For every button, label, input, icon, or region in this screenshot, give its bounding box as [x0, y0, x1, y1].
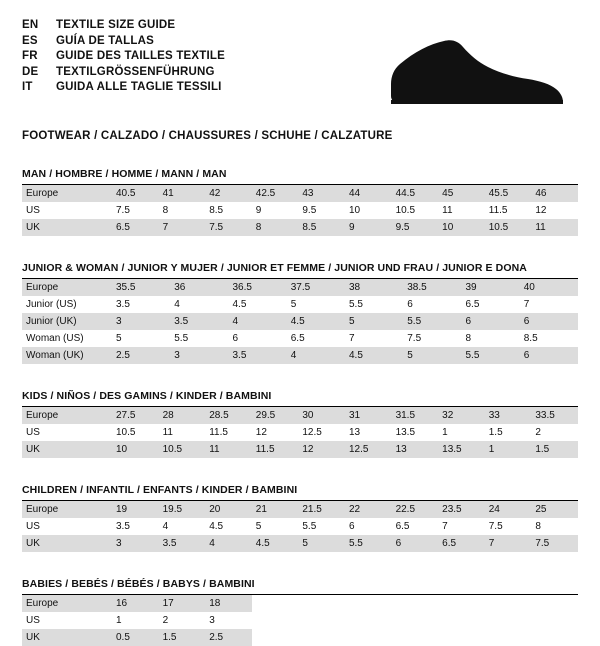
table-row [22, 501, 578, 518]
cell: 12.5 [298, 424, 345, 441]
cell-empty [531, 595, 578, 612]
cell: 13.5 [392, 424, 439, 441]
cell: 39 [462, 279, 520, 296]
cell: 1.5 [159, 629, 206, 646]
cell: 22.5 [392, 501, 439, 518]
language-row [22, 65, 225, 81]
table-row [22, 535, 578, 552]
row-label: UK [22, 629, 112, 646]
cell: 10.5 [485, 219, 532, 236]
cell: 7.5 [485, 518, 532, 535]
cell: 11.5 [252, 441, 299, 458]
table-row [22, 347, 578, 364]
cell-empty [392, 612, 439, 629]
cell: 21.5 [298, 501, 345, 518]
cell-empty [485, 612, 532, 629]
group-title: CHILDREN / INFANTIL / ENFANTS / KINDER / BAMBINI [22, 484, 298, 496]
row-label: Europe [22, 407, 112, 424]
cell: 27.5 [112, 407, 159, 424]
group-title: KIDS / NIÑOS / DES GAMINS / KINDER / BAMBINI [22, 390, 272, 402]
cell: 5 [287, 296, 345, 313]
cell: 11 [438, 202, 485, 219]
group-title: BABIES / BEBÉS / BÉBÉS / BABYS / BAMBINI [22, 578, 255, 590]
cell: 18 [205, 595, 252, 612]
cell: 5 [252, 518, 299, 535]
row-label: Europe [22, 501, 112, 518]
cell: 22 [345, 501, 392, 518]
cell: 33 [485, 407, 532, 424]
cell-empty [345, 629, 392, 646]
cell: 12 [531, 202, 578, 219]
row-label: Junior (US) [22, 296, 112, 313]
table-row [22, 612, 578, 629]
cell-empty [298, 612, 345, 629]
cell: 8 [159, 202, 206, 219]
cell: 5.5 [345, 296, 403, 313]
table-row [22, 219, 578, 236]
cell: 7 [345, 330, 403, 347]
cell: 3 [112, 313, 170, 330]
cell: 11 [205, 441, 252, 458]
group-title: JUNIOR & WOMAN / JUNIOR Y MUJER / JUNIOR ET FEMME / JUNIOR UND FRAU / JUNIOR E DONA [22, 262, 527, 274]
language-code: DE [22, 65, 39, 78]
cell: 31 [345, 407, 392, 424]
cell: 5.5 [462, 347, 520, 364]
cell: 24 [485, 501, 532, 518]
row-label: Europe [22, 279, 112, 296]
cell: 19.5 [159, 501, 206, 518]
cell: 11.5 [485, 202, 532, 219]
cell: 5.5 [298, 518, 345, 535]
cell: 42.5 [252, 185, 299, 202]
cell: 13 [345, 424, 392, 441]
cell: 7 [438, 518, 485, 535]
language-code: ES [22, 34, 38, 47]
cell: 1 [438, 424, 485, 441]
row-label: US [22, 518, 112, 535]
row-label: Europe [22, 185, 112, 202]
cell: 3.5 [229, 347, 287, 364]
cell: 12 [252, 424, 299, 441]
cell: 5.5 [345, 535, 392, 552]
cell: 1 [112, 612, 159, 629]
cell: 5.5 [403, 313, 461, 330]
cell: 3 [170, 347, 228, 364]
cell: 9 [252, 202, 299, 219]
cell: 10 [438, 219, 485, 236]
size-group-man [22, 168, 578, 236]
cell: 5 [112, 330, 170, 347]
cell: 0.5 [112, 629, 159, 646]
cell: 4 [170, 296, 228, 313]
cell: 5 [403, 347, 461, 364]
cell: 4.5 [252, 535, 299, 552]
cell-empty [438, 629, 485, 646]
cell: 7.5 [205, 219, 252, 236]
size-group-babies [22, 578, 578, 646]
cell: 4.5 [229, 296, 287, 313]
cell: 6 [392, 535, 439, 552]
cell: 38.5 [403, 279, 461, 296]
cell: 3.5 [112, 296, 170, 313]
cell: 17 [159, 595, 206, 612]
table-row [22, 185, 578, 202]
cell: 20 [205, 501, 252, 518]
cell: 29.5 [252, 407, 299, 424]
cell: 3.5 [112, 518, 159, 535]
cell: 8 [531, 518, 578, 535]
language-row [22, 49, 225, 65]
cell: 4.5 [287, 313, 345, 330]
cell: 9.5 [298, 202, 345, 219]
cell: 11 [531, 219, 578, 236]
cell-empty [252, 612, 299, 629]
cell: 41 [159, 185, 206, 202]
size-table [22, 501, 578, 552]
table-row [22, 424, 578, 441]
cell: 33.5 [531, 407, 578, 424]
language-title: TEXTILE SIZE GUIDE [56, 19, 176, 31]
cell: 25 [531, 501, 578, 518]
row-label: US [22, 424, 112, 441]
cell: 4 [287, 347, 345, 364]
cell: 9.5 [392, 219, 439, 236]
cell: 6 [520, 313, 578, 330]
table-row [22, 279, 578, 296]
cell: 8 [462, 330, 520, 347]
cell-empty [392, 629, 439, 646]
cell: 45.5 [485, 185, 532, 202]
cell: 7.5 [112, 202, 159, 219]
cell: 11 [159, 424, 206, 441]
cell: 6.5 [462, 296, 520, 313]
row-label: US [22, 202, 112, 219]
cell: 6 [403, 296, 461, 313]
cell: 6.5 [438, 535, 485, 552]
cell: 2.5 [205, 629, 252, 646]
dress-shoe-icon [382, 32, 572, 112]
cell: 7 [485, 535, 532, 552]
cell: 30 [298, 407, 345, 424]
size-table [22, 407, 578, 458]
cell: 10.5 [392, 202, 439, 219]
cell-empty [345, 612, 392, 629]
language-title: GUIDE DES TAILLES TEXTILE [56, 50, 225, 62]
cell: 8.5 [205, 202, 252, 219]
size-table [22, 595, 578, 646]
cell-empty [252, 629, 299, 646]
language-row [22, 34, 225, 50]
cell: 12.5 [345, 441, 392, 458]
row-label: Woman (US) [22, 330, 112, 347]
row-label: US [22, 612, 112, 629]
cell: 3 [112, 535, 159, 552]
cell: 43 [298, 185, 345, 202]
cell: 23.5 [438, 501, 485, 518]
cell-empty [298, 629, 345, 646]
cell: 45 [438, 185, 485, 202]
cell-empty [438, 612, 485, 629]
cell: 7 [520, 296, 578, 313]
language-row [22, 18, 225, 34]
language-title: GUÍA DE TALLAS [56, 34, 154, 47]
cell: 8.5 [520, 330, 578, 347]
table-row [22, 518, 578, 535]
cell: 7.5 [403, 330, 461, 347]
row-label: Woman (UK) [22, 347, 112, 364]
cell: 28.5 [205, 407, 252, 424]
cell: 9 [345, 219, 392, 236]
cell: 44 [345, 185, 392, 202]
cell: 7.5 [531, 535, 578, 552]
language-title: GUIDA ALLE TAGLIE TESSILI [56, 81, 222, 93]
cell: 3.5 [159, 535, 206, 552]
cell: 6.5 [112, 219, 159, 236]
cell: 5 [298, 535, 345, 552]
cell-empty [485, 595, 532, 612]
cell: 44.5 [392, 185, 439, 202]
cell: 32 [438, 407, 485, 424]
cell: 46 [531, 185, 578, 202]
cell: 19 [112, 501, 159, 518]
cell: 1.5 [531, 441, 578, 458]
cell: 12 [298, 441, 345, 458]
cell: 11.5 [205, 424, 252, 441]
cell: 6.5 [392, 518, 439, 535]
cell: 4 [205, 535, 252, 552]
table-row [22, 595, 578, 612]
cell: 3.5 [170, 313, 228, 330]
size-group-children [22, 484, 578, 552]
cell: 16 [112, 595, 159, 612]
cell-empty [531, 612, 578, 629]
cell: 40 [520, 279, 578, 296]
row-label: Europe [22, 595, 112, 612]
cell: 5.5 [170, 330, 228, 347]
cell: 1 [485, 441, 532, 458]
language-code: IT [22, 81, 33, 93]
cell-empty [345, 595, 392, 612]
row-label: UK [22, 219, 112, 236]
table-row [22, 330, 578, 347]
table-row [22, 441, 578, 458]
cell: 36 [170, 279, 228, 296]
row-label: Junior (UK) [22, 313, 112, 330]
size-group-junior-woman [22, 262, 578, 364]
cell: 4.5 [345, 347, 403, 364]
language-row [22, 80, 225, 96]
cell: 3 [205, 612, 252, 629]
language-code: FR [22, 50, 38, 62]
table-row [22, 407, 578, 424]
cell: 37.5 [287, 279, 345, 296]
cell-empty [392, 595, 439, 612]
cell: 8.5 [298, 219, 345, 236]
cell: 40.5 [112, 185, 159, 202]
cell: 4.5 [205, 518, 252, 535]
size-table [22, 185, 578, 236]
cell: 1.5 [485, 424, 532, 441]
cell: 28 [159, 407, 206, 424]
cell: 38 [345, 279, 403, 296]
cell-empty [252, 595, 299, 612]
language-code: EN [22, 19, 39, 31]
cell: 13.5 [438, 441, 485, 458]
row-label: UK [22, 441, 112, 458]
group-title: MAN / HOMBRE / HOMME / MANN / MAN [22, 168, 227, 180]
cell: 13 [392, 441, 439, 458]
cell: 36.5 [229, 279, 287, 296]
cell: 35.5 [112, 279, 170, 296]
cell: 6 [345, 518, 392, 535]
language-title-list [22, 18, 225, 96]
cell: 10 [112, 441, 159, 458]
cell-empty [438, 595, 485, 612]
cell-empty [298, 595, 345, 612]
cell: 4 [159, 518, 206, 535]
cell: 10.5 [112, 424, 159, 441]
table-row [22, 313, 578, 330]
language-title: TEXTILGRÖSSENFÜHRUNG [56, 65, 215, 78]
cell: 8 [252, 219, 299, 236]
cell: 6 [462, 313, 520, 330]
cell-empty [485, 629, 532, 646]
cell: 21 [252, 501, 299, 518]
cell: 10 [345, 202, 392, 219]
cell: 6 [229, 330, 287, 347]
table-row [22, 296, 578, 313]
cell: 7 [159, 219, 206, 236]
cell: 6.5 [287, 330, 345, 347]
row-label: UK [22, 535, 112, 552]
table-row [22, 202, 578, 219]
cell: 42 [205, 185, 252, 202]
cell: 2 [531, 424, 578, 441]
footwear-section-title: FOOTWEAR / CALZADO / CHAUSSURES / SCHUHE / CALZATURE [22, 130, 393, 142]
cell: 31.5 [392, 407, 439, 424]
size-table [22, 279, 578, 364]
cell: 5 [345, 313, 403, 330]
cell-empty [531, 629, 578, 646]
page-header [22, 18, 578, 112]
table-row [22, 629, 578, 646]
size-group-kids [22, 390, 578, 458]
cell: 6 [520, 347, 578, 364]
cell: 10.5 [159, 441, 206, 458]
cell: 2 [159, 612, 206, 629]
cell: 2.5 [112, 347, 170, 364]
cell: 4 [229, 313, 287, 330]
